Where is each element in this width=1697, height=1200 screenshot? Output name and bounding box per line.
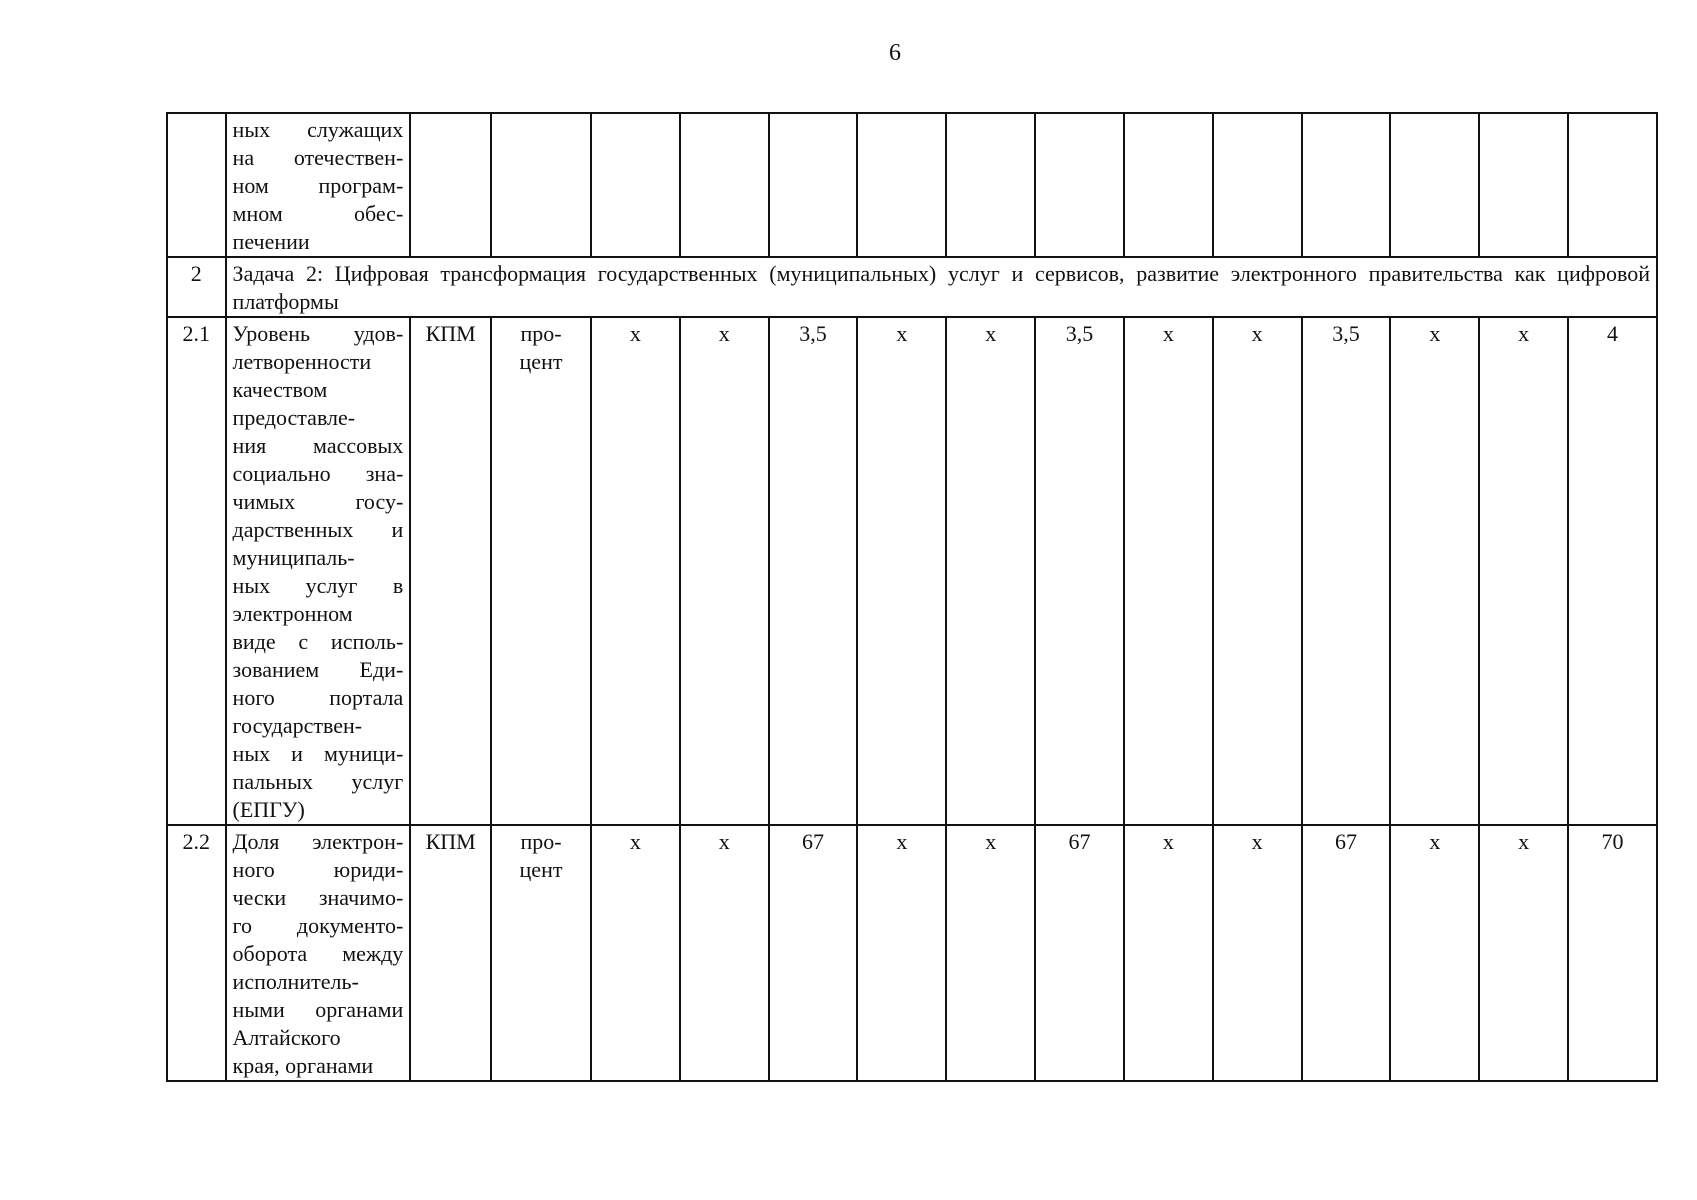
row-number — [167, 113, 226, 257]
value-cell — [1479, 113, 1568, 257]
value-cell — [1568, 113, 1657, 257]
value-cell: х — [1390, 317, 1479, 825]
indicator-name-line: чески значимо- — [232, 885, 404, 910]
value-cell: х — [1390, 825, 1479, 1081]
value-cell: 3,5 — [1302, 317, 1391, 825]
value-cell: 67 — [1302, 825, 1391, 1081]
value-cell: 67 — [1035, 825, 1124, 1081]
indicator-name — [226, 113, 411, 257]
indicator-name-line: электронном — [232, 601, 353, 626]
value-cell: х — [680, 825, 769, 1081]
value-cell: х — [1213, 825, 1302, 1081]
value-cell: х — [946, 317, 1035, 825]
value-cell: х — [680, 317, 769, 825]
value-cell: х — [591, 825, 680, 1081]
indicator-name-line: летворенности — [232, 349, 372, 374]
value-cell — [1035, 113, 1124, 257]
indicator-type — [410, 113, 491, 257]
value-cell: х — [946, 825, 1035, 1081]
value-cell — [1124, 113, 1213, 257]
indicator-name-line: ных служащих — [232, 117, 404, 142]
indicator-name-line: печении — [232, 229, 310, 254]
indicator-type: КПМ — [410, 825, 491, 1081]
indicator-name-line: ных и муници- — [232, 741, 404, 766]
value-cell: х — [857, 825, 946, 1081]
indicators-table — [166, 112, 1658, 1082]
indicator-name-line: качеством — [232, 377, 328, 402]
indicator-name-line: государствен- — [232, 713, 363, 738]
indicator-name-line: зованием Еди- — [232, 657, 404, 682]
indicator-unit — [491, 825, 591, 1081]
indicator-name-line: чимых госу- — [232, 489, 404, 514]
indicator-name-line: ния массовых — [232, 433, 404, 458]
table-row — [167, 825, 1657, 1081]
value-cell: 70 — [1568, 825, 1657, 1081]
indicator-name-line: социально зна- — [232, 461, 404, 486]
indicator-name-line: ном програм- — [232, 173, 404, 198]
value-cell — [1390, 113, 1479, 257]
unit-line: про- — [520, 829, 562, 854]
indicator-name-line: исполнитель- — [232, 969, 359, 994]
indicator-unit — [491, 113, 591, 257]
value-cell — [680, 113, 769, 257]
value-cell: х — [1479, 317, 1568, 825]
indicator-name — [226, 317, 411, 825]
value-cell — [769, 113, 858, 257]
value-cell: х — [591, 317, 680, 825]
value-cell: х — [1124, 825, 1213, 1081]
indicator-name-line: ными органами — [232, 997, 404, 1022]
indicator-name — [226, 825, 411, 1081]
row-number: 2.2 — [167, 825, 226, 1081]
value-cell — [1302, 113, 1391, 257]
indicator-unit — [491, 317, 591, 825]
indicator-type: КПМ — [410, 317, 491, 825]
value-cell: х — [1124, 317, 1213, 825]
unit-line: цент — [519, 349, 563, 374]
indicator-name-line: Доля электрон- — [232, 829, 404, 854]
row-number: 2.1 — [167, 317, 226, 825]
indicator-name-line: ных услуг в — [232, 573, 404, 598]
indicator-name-line: Уровень удов- — [232, 321, 404, 346]
value-cell: х — [1479, 825, 1568, 1081]
indicator-name-line: Алтайского — [232, 1025, 341, 1050]
value-cell — [857, 113, 946, 257]
value-cell: 67 — [769, 825, 858, 1081]
indicator-name-line: ного юриди- — [232, 857, 404, 882]
page-number: 6 — [889, 40, 901, 66]
value-cell: х — [857, 317, 946, 825]
value-cell: х — [1213, 317, 1302, 825]
task-title: Задача 2: Цифровая трансформация государственных (муниципальных) услуг и сервисов, развитие электронного правительства как цифровой платформы — [226, 257, 1657, 317]
value-cell — [591, 113, 680, 257]
indicator-name-line: муниципаль- — [232, 545, 355, 570]
indicator-name-line: края, органами — [232, 1053, 374, 1078]
indicator-name-line: го документо- — [232, 913, 404, 938]
indicator-name-line: мном обес- — [232, 201, 404, 226]
task-row — [167, 257, 1657, 317]
indicator-name-line: на отечествен- — [232, 145, 404, 170]
indicator-name-line: ного портала — [232, 685, 404, 710]
unit-line: цент — [519, 857, 563, 882]
value-cell: 3,5 — [1035, 317, 1124, 825]
table-row — [167, 113, 1657, 257]
value-cell — [1213, 113, 1302, 257]
value-cell — [946, 113, 1035, 257]
unit-line: про- — [520, 321, 562, 346]
indicator-name-line: оборота между — [232, 941, 404, 966]
indicator-name-line: пальных услуг — [232, 769, 404, 794]
indicator-name-line: предоставле- — [232, 405, 356, 430]
value-cell: 4 — [1568, 317, 1657, 825]
indicator-name-line: (ЕПГУ) — [232, 797, 305, 822]
row-number: 2 — [167, 257, 226, 317]
value-cell: 3,5 — [769, 317, 858, 825]
table-row — [167, 317, 1657, 825]
indicator-name-line: виде с исполь- — [232, 629, 404, 654]
indicator-name-line: дарственных и — [232, 517, 404, 542]
